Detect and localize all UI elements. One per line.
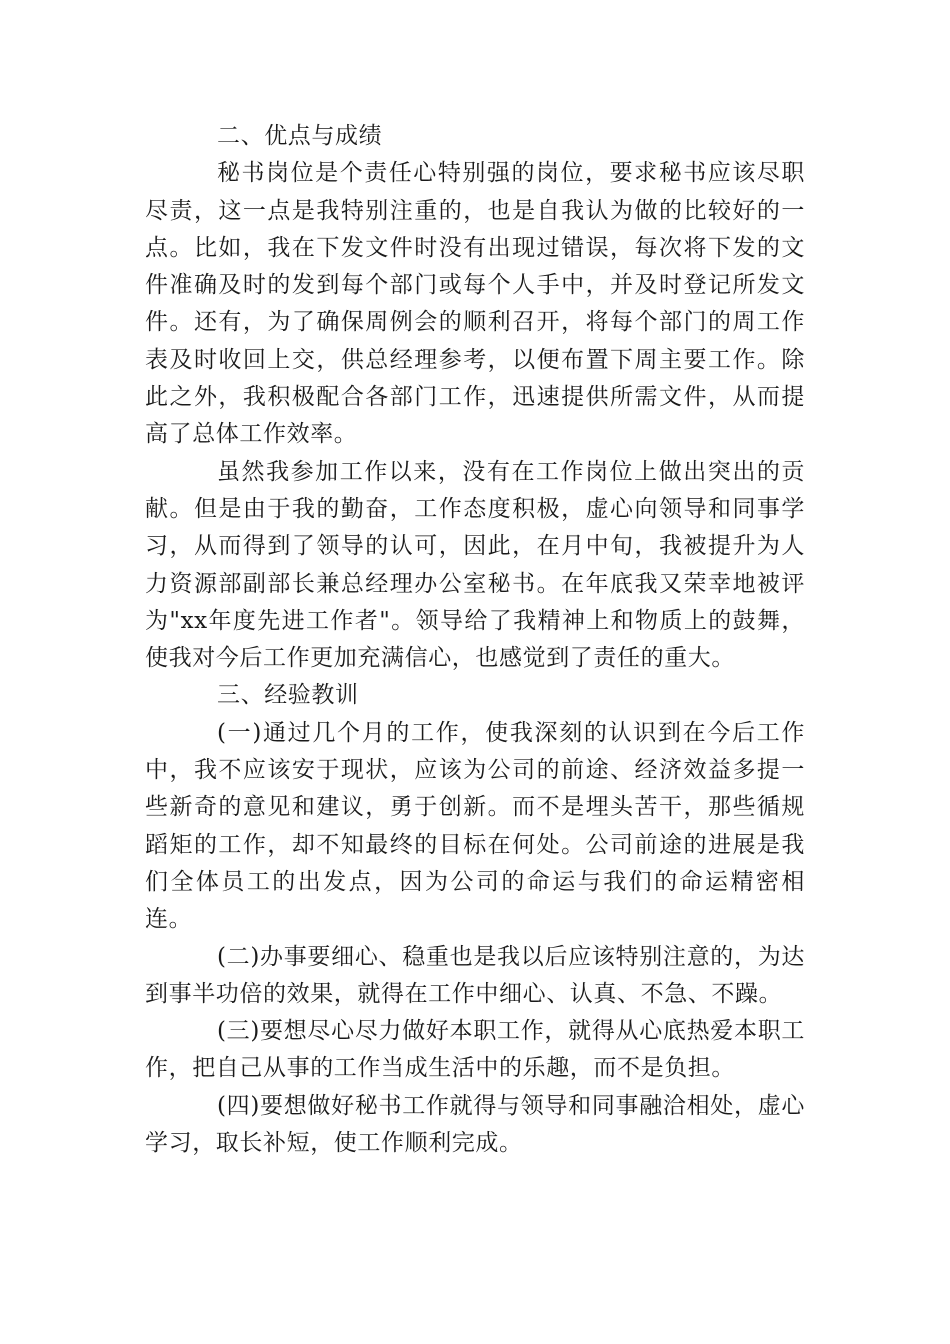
section-3-item-2: (二)办事要细心、稳重也是我以后应该特别注意的，为达到事半功倍的效果，就得在工作中细心、认真、不急、不躁。 <box>145 943 805 1007</box>
section-3-item-3: (三)要想尽心尽力做好本职工作，就得从心底热爱本职工作，把自己从事的工作当成生活中的乐趣，而不是负担。 <box>145 1018 805 1082</box>
section-2-heading: 二、优点与成绩 <box>217 123 383 149</box>
section-3-item-4: (四)要想做好秘书工作就得与领导和同事融洽相处，虚心学习，取长补短，使工作顺利完成。 <box>145 1092 805 1157</box>
section-3-item-1: (一)通过几个月的工作，使我深刻的认识到在今后工作中，我不应该安于现状，应该为公司的前途、经济效益多提一些新奇的意见和建议，勇于创新。而不是埋头苦干，那些循规蹈矩的工作，却不知最终的目标在何处。公司前途的进展是我们全体员工的出发点，因为公司的命运与我们的命运精密相连。 <box>145 719 805 933</box>
section-2-paragraph-2: 虽然我参加工作以来，没有在工作岗位上做出突出的贡献。但是由于我的勤奋，工作态度积极，虚心向领导和同事学习，从而得到了领导的认可，因此，在月中旬，我被提升为人力资源部副部长兼总经理办公室秘书。在年底我又荣幸地被评为"xx年度先进工作者"。领导给了我精神上和物质上的鼓舞，使我对今后工作更加充满信心，也感觉到了责任的重大。 <box>145 458 805 672</box>
section-3-heading: 三、经验教训 <box>217 682 359 709</box>
document-body <box>145 118 805 1162</box>
section-2-paragraph-1: 秘书岗位是个责任心特别强的岗位，要求秘书应该尽职尽责，这一点是我特别注重的，也是自我认为做的比较好的一点。比如，我在下发文件时没有出现过错误，每次将下发的文件准确及时的发到每个部门或每个人手中，并及时登记所发文件。还有，为了确保周例会的顺利召开，将每个部门的周工作表及时收回上交，供总经理参考，以便布置下周主要工作。除此之外，我积极配合各部门工作，迅速提供所需文件，从而提高了总体工作效率。 <box>145 160 805 448</box>
